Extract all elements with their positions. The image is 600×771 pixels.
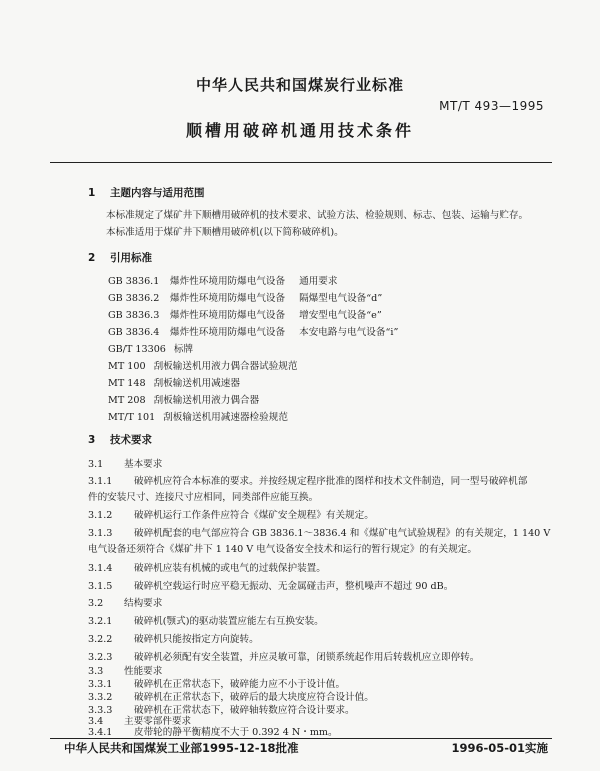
clause-text: 破碎机应装有机械的或电气的过载保护装置。 xyxy=(134,563,326,574)
clause-text: 结构要求 xyxy=(124,598,163,609)
reference-name: 爆炸性环境用防爆电气设备 xyxy=(170,310,286,321)
section-1-title: 主题内容与适用范围 xyxy=(110,187,205,199)
reference-code: MT 208 xyxy=(108,395,146,406)
clause-text: 破碎机在正常状态下，破碎后的最大块度应符合设计值。 xyxy=(134,692,374,703)
reference-subtitle: 隔爆型电气设备“d” xyxy=(299,293,383,304)
clause-3-3-2 xyxy=(88,689,374,703)
reference-code: GB 3836.1 xyxy=(108,276,160,287)
clause-number: 3.3.2 xyxy=(88,692,113,703)
document-title: 顺槽用破碎机通用技术条件 xyxy=(185,121,414,140)
clause-3-1-1-continuation: 件的安装尺寸、连接尺寸应相同，同类部件应能互换。 xyxy=(88,492,319,503)
approval-line: 中华人民共和国煤炭工业部1995-12-18批准 xyxy=(64,741,299,755)
clause-number: 3.4.1 xyxy=(88,727,113,738)
reference-item xyxy=(108,324,398,338)
clause-3-1-1 xyxy=(88,473,527,487)
section-3-title: 技术要求 xyxy=(110,434,152,446)
clause-number: 3.3.1 xyxy=(88,679,113,690)
section-2-heading xyxy=(88,250,152,265)
clause-3-4-1 xyxy=(88,724,338,738)
clause-number: 3.4 xyxy=(88,716,104,727)
reference-name: 刮板输送机用减速器 xyxy=(153,378,240,389)
clause-text: 破碎机运行工作条件应符合《煤矿安全规程》有关规定。 xyxy=(134,510,374,521)
reference-item xyxy=(108,375,240,389)
clause-3-1-3 xyxy=(88,525,550,539)
clause-text: 破碎机空载运行时应平稳无振动、无金属碰击声，整机噪声不超过 90 dB。 xyxy=(134,581,454,592)
reference-item xyxy=(108,290,382,304)
clause-number: 3.2.1 xyxy=(88,616,113,627)
clause-text: 基本要求 xyxy=(124,459,163,470)
clause-3-2 xyxy=(88,595,162,609)
clause-3-1 xyxy=(88,456,162,470)
clause-text: 性能要求 xyxy=(124,666,163,677)
reference-name: 刮板输送机用液力偶合器试验规范 xyxy=(153,361,298,372)
clause-text: 破碎机在正常状态下，破碎能力应不小于设计值。 xyxy=(134,679,346,690)
section-2-number: 2 xyxy=(88,252,96,264)
clause-3-3 xyxy=(88,663,162,677)
reference-name: 爆炸性环境用防爆电气设备 xyxy=(170,276,286,287)
clause-3-1-5 xyxy=(88,578,453,592)
clause-text: 破碎机必须配有安全装置，并应灵敏可靠，闭锁系统起作用后转载机应立即停转。 xyxy=(134,652,480,663)
reference-subtitle: 增安型电气设备“e” xyxy=(299,310,382,321)
clause-text: 破碎机应符合本标准的要求。并按经规定程序批准的图样和技术文件制造，同一型号破碎机部 xyxy=(134,476,528,487)
clause-3-2-2 xyxy=(88,631,259,645)
clause-number: 3.1.3 xyxy=(88,528,113,539)
reference-name: 刮板输送机用液力偶合器 xyxy=(153,395,260,406)
section-3-number: 3 xyxy=(88,434,96,446)
reference-name: 爆炸性环境用防爆电气设备 xyxy=(170,293,286,304)
reference-item xyxy=(108,307,382,321)
clause-3-1-4 xyxy=(88,560,326,574)
issuing-body: 中华人民共和国煤炭行业标准 xyxy=(195,76,404,94)
reference-code: GB 3836.3 xyxy=(108,310,160,321)
clause-number: 3.1 xyxy=(88,459,104,470)
reference-item xyxy=(108,392,259,406)
clause-number: 3.2 xyxy=(88,598,104,609)
clause-number: 3.1.2 xyxy=(88,510,113,521)
clause-text: 破碎机配套的电气部应符合 GB 3836.1～3836.4 和《煤矿电气试验规程》的有关规定，1 140 V xyxy=(134,528,551,539)
clause-number: 3.2.3 xyxy=(88,652,113,663)
clause-number: 3.2.2 xyxy=(88,634,113,645)
clause-3-1-2 xyxy=(88,507,374,521)
title-divider xyxy=(50,162,552,163)
standard-number: MT/T 493—1995 xyxy=(439,99,544,113)
footer-divider xyxy=(50,738,552,739)
reference-name: 爆炸性环境用防爆电气设备 xyxy=(170,327,286,338)
clause-3-1-3-continuation: 电气设备还须符合《煤矿井下 1 140 V 电气设备安全技术和运行的暂行规定》的有关规定。 xyxy=(88,544,477,555)
implementation-date: 1996-05-01实施 xyxy=(451,741,548,755)
reference-code: MT 148 xyxy=(108,378,146,389)
clause-text: 皮带轮的静平衡精度不大于 0.392 4 N・mm。 xyxy=(134,727,338,738)
reference-name: 刮板输送机用减速器检验规范 xyxy=(163,412,288,423)
reference-subtitle: 通用要求 xyxy=(299,276,338,287)
reference-item xyxy=(108,341,193,355)
reference-code: MT 100 xyxy=(108,361,146,372)
clause-text: 破碎机在正常状态下，破碎轴转数应符合设计要求。 xyxy=(134,705,355,716)
clause-3-2-3 xyxy=(88,649,479,663)
reference-subtitle: 本安电路与电气设备“i” xyxy=(299,327,399,338)
clause-text: 破碎机只能按指定方向旋转。 xyxy=(134,634,259,645)
section-1-number: 1 xyxy=(88,187,96,199)
clause-number: 3.3 xyxy=(88,666,104,677)
reference-item xyxy=(108,358,298,372)
reference-code: MT/T 101 xyxy=(108,412,156,423)
clause-number: 3.3.3 xyxy=(88,705,113,716)
reference-item xyxy=(108,273,338,287)
reference-code: GB 3836.2 xyxy=(108,293,160,304)
section-1-heading xyxy=(88,185,205,200)
reference-item xyxy=(108,409,288,423)
section-2-title: 引用标准 xyxy=(110,252,152,264)
clause-number: 3.1.1 xyxy=(88,476,113,487)
clause-text: 破碎机(颚式)的驱动装置应能左右互换安装。 xyxy=(134,616,324,627)
clause-3-2-1 xyxy=(88,613,324,627)
clause-number: 3.1.5 xyxy=(88,581,113,592)
reference-name: 标牌 xyxy=(173,344,194,355)
clause-3-3-1 xyxy=(88,676,345,690)
clause-text: 主要零部件要求 xyxy=(124,716,192,727)
clause-number: 3.1.4 xyxy=(88,563,113,574)
section-1-paragraph-1: 本标准规定了煤矿井下顺槽用破碎机的技术要求、试验方法、检验规则、标志、包装、运输与贮存。 xyxy=(106,210,529,221)
section-1-paragraph-2: 本标准适用于煤矿井下顺槽用破碎机(以下简称破碎机)。 xyxy=(106,227,344,238)
reference-code: GB 3836.4 xyxy=(108,327,160,338)
section-3-heading xyxy=(88,432,152,447)
reference-code: GB/T 13306 xyxy=(108,344,166,355)
